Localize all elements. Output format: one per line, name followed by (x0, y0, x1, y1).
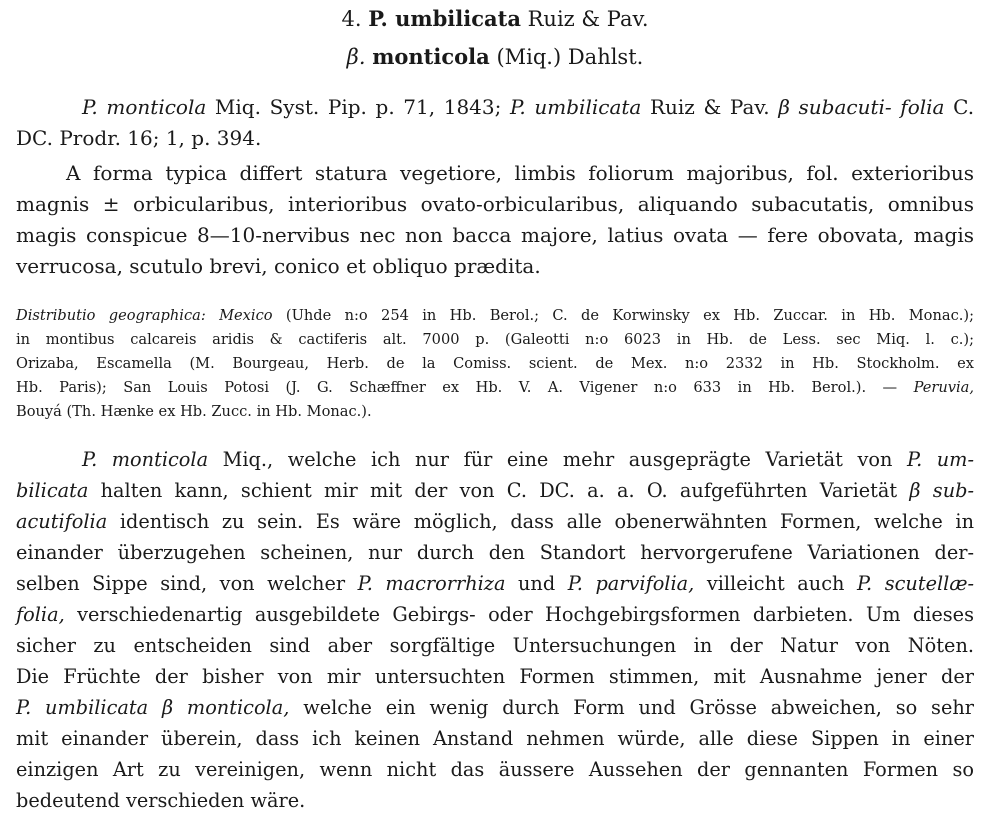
distribution-text: Hb. Paris); San Louis Potosi (J. G. Schæffner ex Hb. V. A. Vigener n:o 633 in Hb. Berol.). — (16, 379, 898, 396)
taxon-name: P. macrorrhiza (357, 572, 506, 595)
discussion-line (16, 506, 974, 537)
species-heading (16, 0, 974, 34)
taxon-name: β sub- (909, 479, 974, 502)
distribution-region: Peruvia, (913, 379, 975, 396)
distribution-line: Bouyá (Th. Hænke ex Hb. Zucc. in Hb. Monac.). (16, 403, 372, 420)
discussion-line: Die Früchte der bisher von mir untersuchten Formen stimmen, mit Ausnahme jener der (16, 665, 974, 688)
discussion-text: welche ein wenig durch Form und Grösse abweichen, so sehr (303, 696, 974, 719)
variety-heading (16, 42, 974, 72)
taxon-name: P. parvifolia, (567, 572, 695, 595)
discussion-line (16, 599, 974, 630)
taxon-name: P. scutellæ- (856, 572, 974, 595)
discussion-paragraph (16, 444, 974, 816)
distribution-text: (Uhde n:o 254 in Hb. Berol.; C. de Korwinsky ex Hb. Zuccar. in Hb. Monac.); (285, 307, 974, 324)
taxon-name: P. umbilicata β monticola, (16, 696, 290, 719)
synonym-name: P. umbilicata (510, 95, 642, 119)
species-number: 4. (341, 7, 362, 31)
synonym-reference: Miq. Syst. Pip. p. 71, 1843; (214, 95, 502, 119)
taxon-name: P. monticola (82, 448, 209, 471)
species-name: P. umbilicata (368, 6, 521, 31)
discussion-line (16, 444, 974, 475)
synonym-variety: β subacuti- (778, 95, 892, 119)
discussion-line (16, 475, 974, 506)
taxon-name: P. um- (907, 448, 974, 471)
taxon-name: acutifolia (16, 510, 108, 533)
synonym-name: P. monticola (82, 95, 207, 119)
discussion-text: halten kann, schient mir mit der von C. DC. a. a. O. aufgeführten Varietät (100, 479, 898, 502)
synonym-author: Ruiz & Pav. (649, 95, 770, 119)
variety-author: (Miq.) Dahlst. (496, 45, 644, 69)
discussion-line: einzigen Art zu vereinigen, wenn nicht das äussere Aussehen der gennanten Formen so (16, 758, 974, 781)
taxon-name: bilicata (16, 479, 89, 502)
discussion-text: identisch zu sein. Es wäre möglich, dass alle obenerwähnten Formen, welche in (119, 510, 974, 533)
distribution-line: Orizaba, Escamella (M. Bourgeau, Herb. de la Comiss. scient. de Mex. n:o 2332 in Hb. Stockholm. ex (16, 355, 974, 372)
discussion-line (16, 568, 974, 599)
discussion-line: einander überzugehen scheinen, nur durch den Standort hervorgerufene Variationen der- (16, 541, 974, 564)
diagnosis-line: magis conspicue 8—10-nervibus nec non bacca majore, latius ovata — fere obovata, magis (16, 223, 974, 247)
distribution-line (16, 304, 974, 328)
discussion-text: selben Sippe sind, von welcher (16, 572, 346, 595)
distribution-line: in montibus calcareis aridis & cactiferis alt. 7000 p. (Galeotti n:o 6023 in Hb. de Less. sec Miq. l. c.); (16, 331, 974, 348)
diagnosis-paragraph (16, 158, 974, 282)
species-author: Ruiz & Pav. (527, 7, 649, 31)
discussion-line: bedeutend verschieden wäre. (16, 789, 306, 812)
distribution-paragraph (16, 304, 974, 424)
variety-name: monticola (372, 44, 490, 69)
discussion-text: verschiedenartig ausgebildete Gebirgs- oder Hochgebirgsformen darbieten. Um dieses (77, 603, 974, 626)
discussion-line: sicher zu entscheiden sind aber sorgfältige Untersuchungen in der Natur von Nöten. (16, 634, 974, 657)
discussion-text: villeicht auch (706, 572, 845, 595)
taxon-name: folia, (16, 603, 65, 626)
distribution-line (16, 376, 975, 400)
variety-symbol: β. (346, 45, 366, 69)
synonym-reference: C. DC. Prodr. 16; 1, p. 394. (16, 95, 975, 150)
discussion-text: und (517, 572, 556, 595)
synonymy-paragraph (16, 92, 974, 154)
discussion-line: mit einander überein, dass ich keinen Anstand nehmen würde, alle diese Sippen in einer (16, 727, 974, 750)
discussion-text: Miq., welche ich nur für eine mehr ausgeprägte Varietät von (222, 448, 893, 471)
diagnosis-line: A forma typica differt statura vegetiore, limbis foliorum majoribus, fol. exterioribus (66, 161, 974, 185)
diagnosis-line: verrucosa, scutulo brevi, conico et obliquo prædita. (16, 254, 541, 278)
synonym-variety-cont: folia (900, 95, 945, 119)
discussion-line (16, 692, 974, 723)
diagnosis-line: magnis ± orbicularibus, interioribus ovato-orbicularibus, aliquando subacutatis, omnibus (16, 192, 974, 216)
distribution-label: Distributio geographica: Mexico (16, 307, 273, 324)
